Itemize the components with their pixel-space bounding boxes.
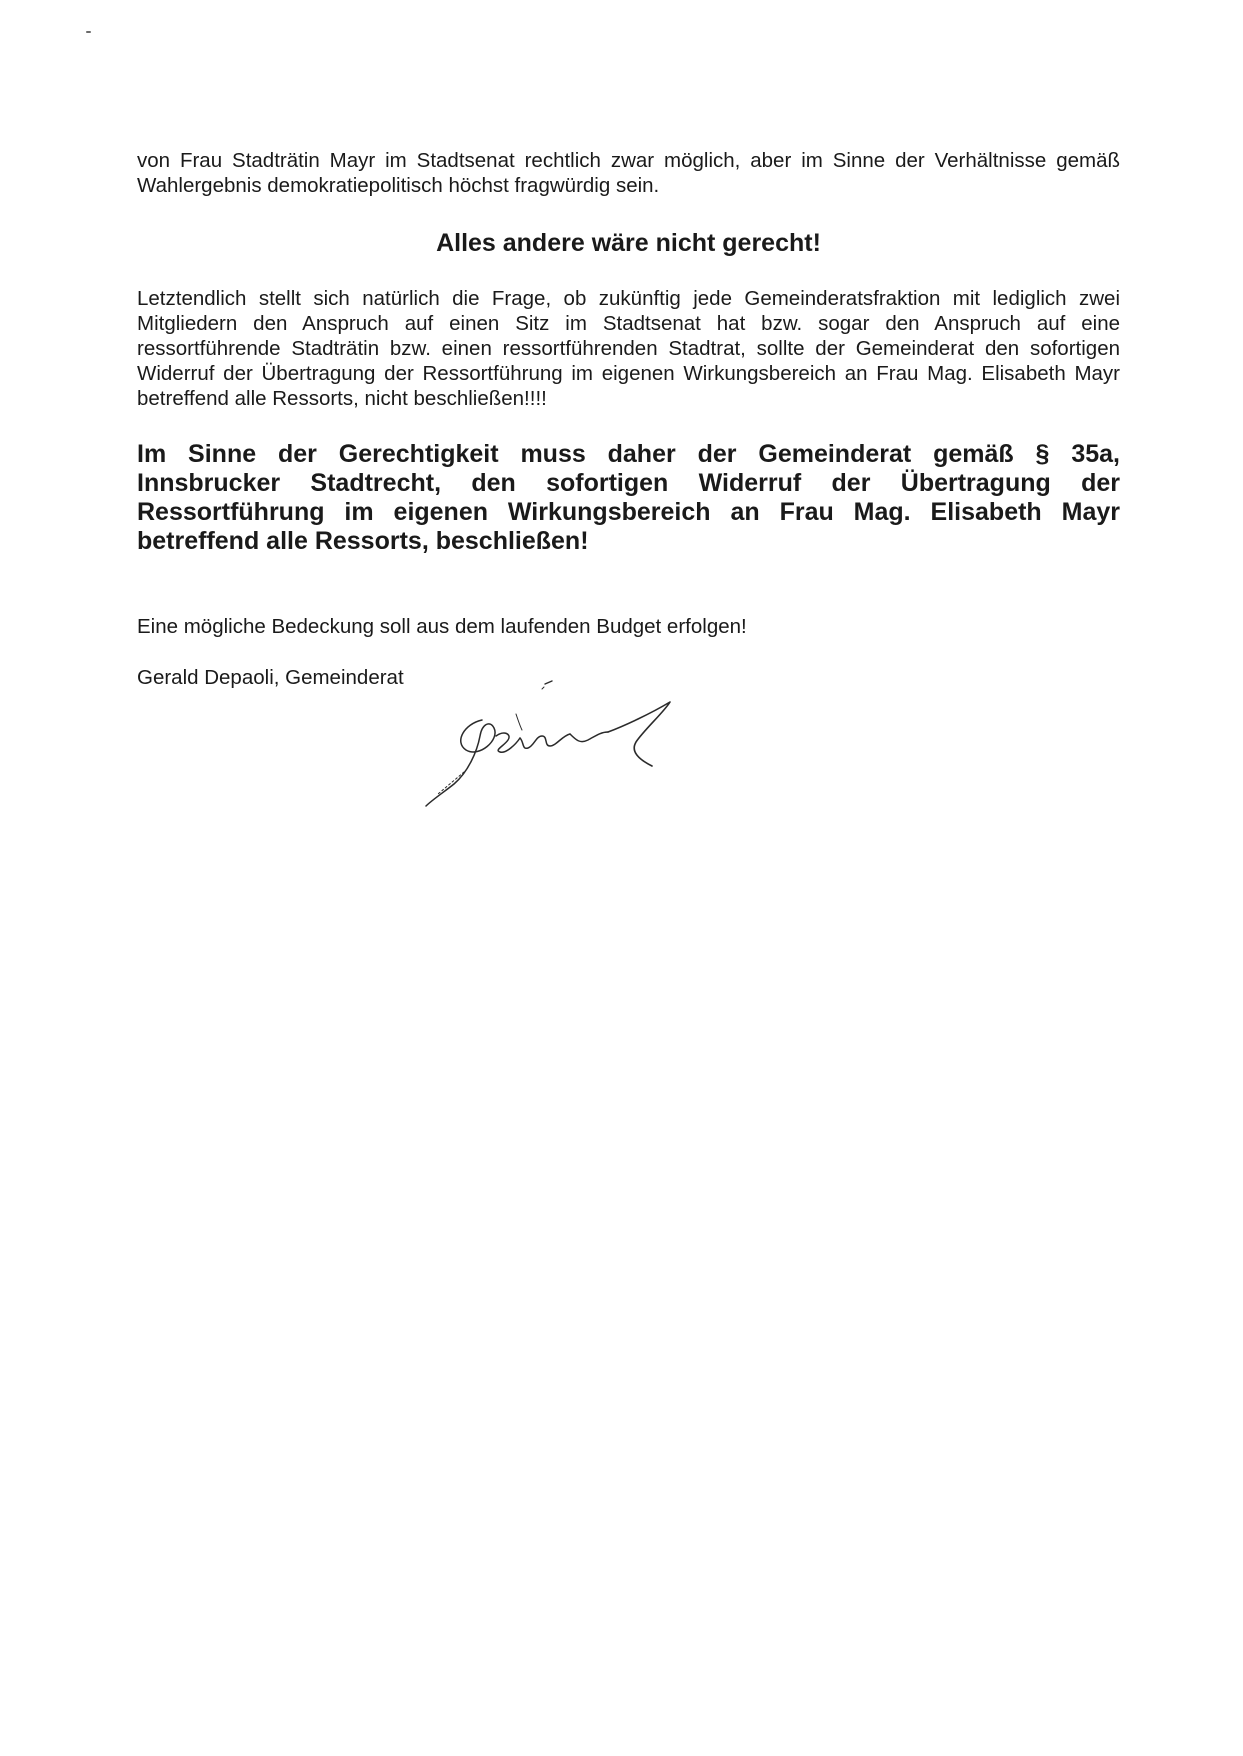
resolution-paragraph: Im Sinne der Gerechtigkeit muss daher der Gemeinderat gemäß § 35a, Innsbrucker Stadtrecht, den sofortigen Widerruf der Übertragung der Ressortführung im eigenen Wirkungsbereich an Frau Mag. Elisabeth Mayr betreffend alle Ressorts, beschließen!: [137, 440, 1120, 555]
body-paragraph: Letztendlich stellt sich natürlich die Frage, ob zukünftig jede Gemeinderatsfraktion mit lediglich zwei Mitgliedern den Anspruch auf einen Sitz im Stadtsenat hat bzw. sogar den Anspruch auf eine ressortführende Stadträtin bzw. einen ressortführenden Stadtrat, sollte der Gemeinderat den sofortigen Widerruf der Übertragung der Ressortführung im eigenen Wirkungsbereich an Frau Mag. Elisabeth Mayr betreffend alle Ressorts, nicht beschließen!!!!: [137, 287, 1120, 410]
scan-mark: [86, 31, 91, 33]
budget-note: Eine mögliche Bedeckung soll aus dem laufenden Budget erfolgen!: [137, 615, 747, 638]
intro-paragraph: von Frau Stadträtin Mayr im Stadtsenat rechtlich zwar möglich, aber im Sinne der Verhältnisse gemäß Wahlergebnis demokratiepolitisch höchst fragwürdig sein.: [137, 149, 1120, 197]
handwritten-signature: [424, 680, 714, 810]
section-heading: Alles andere wäre nicht gerecht!: [436, 229, 821, 257]
signer-name: Gerald Depaoli, Gemeinderat: [137, 666, 404, 689]
